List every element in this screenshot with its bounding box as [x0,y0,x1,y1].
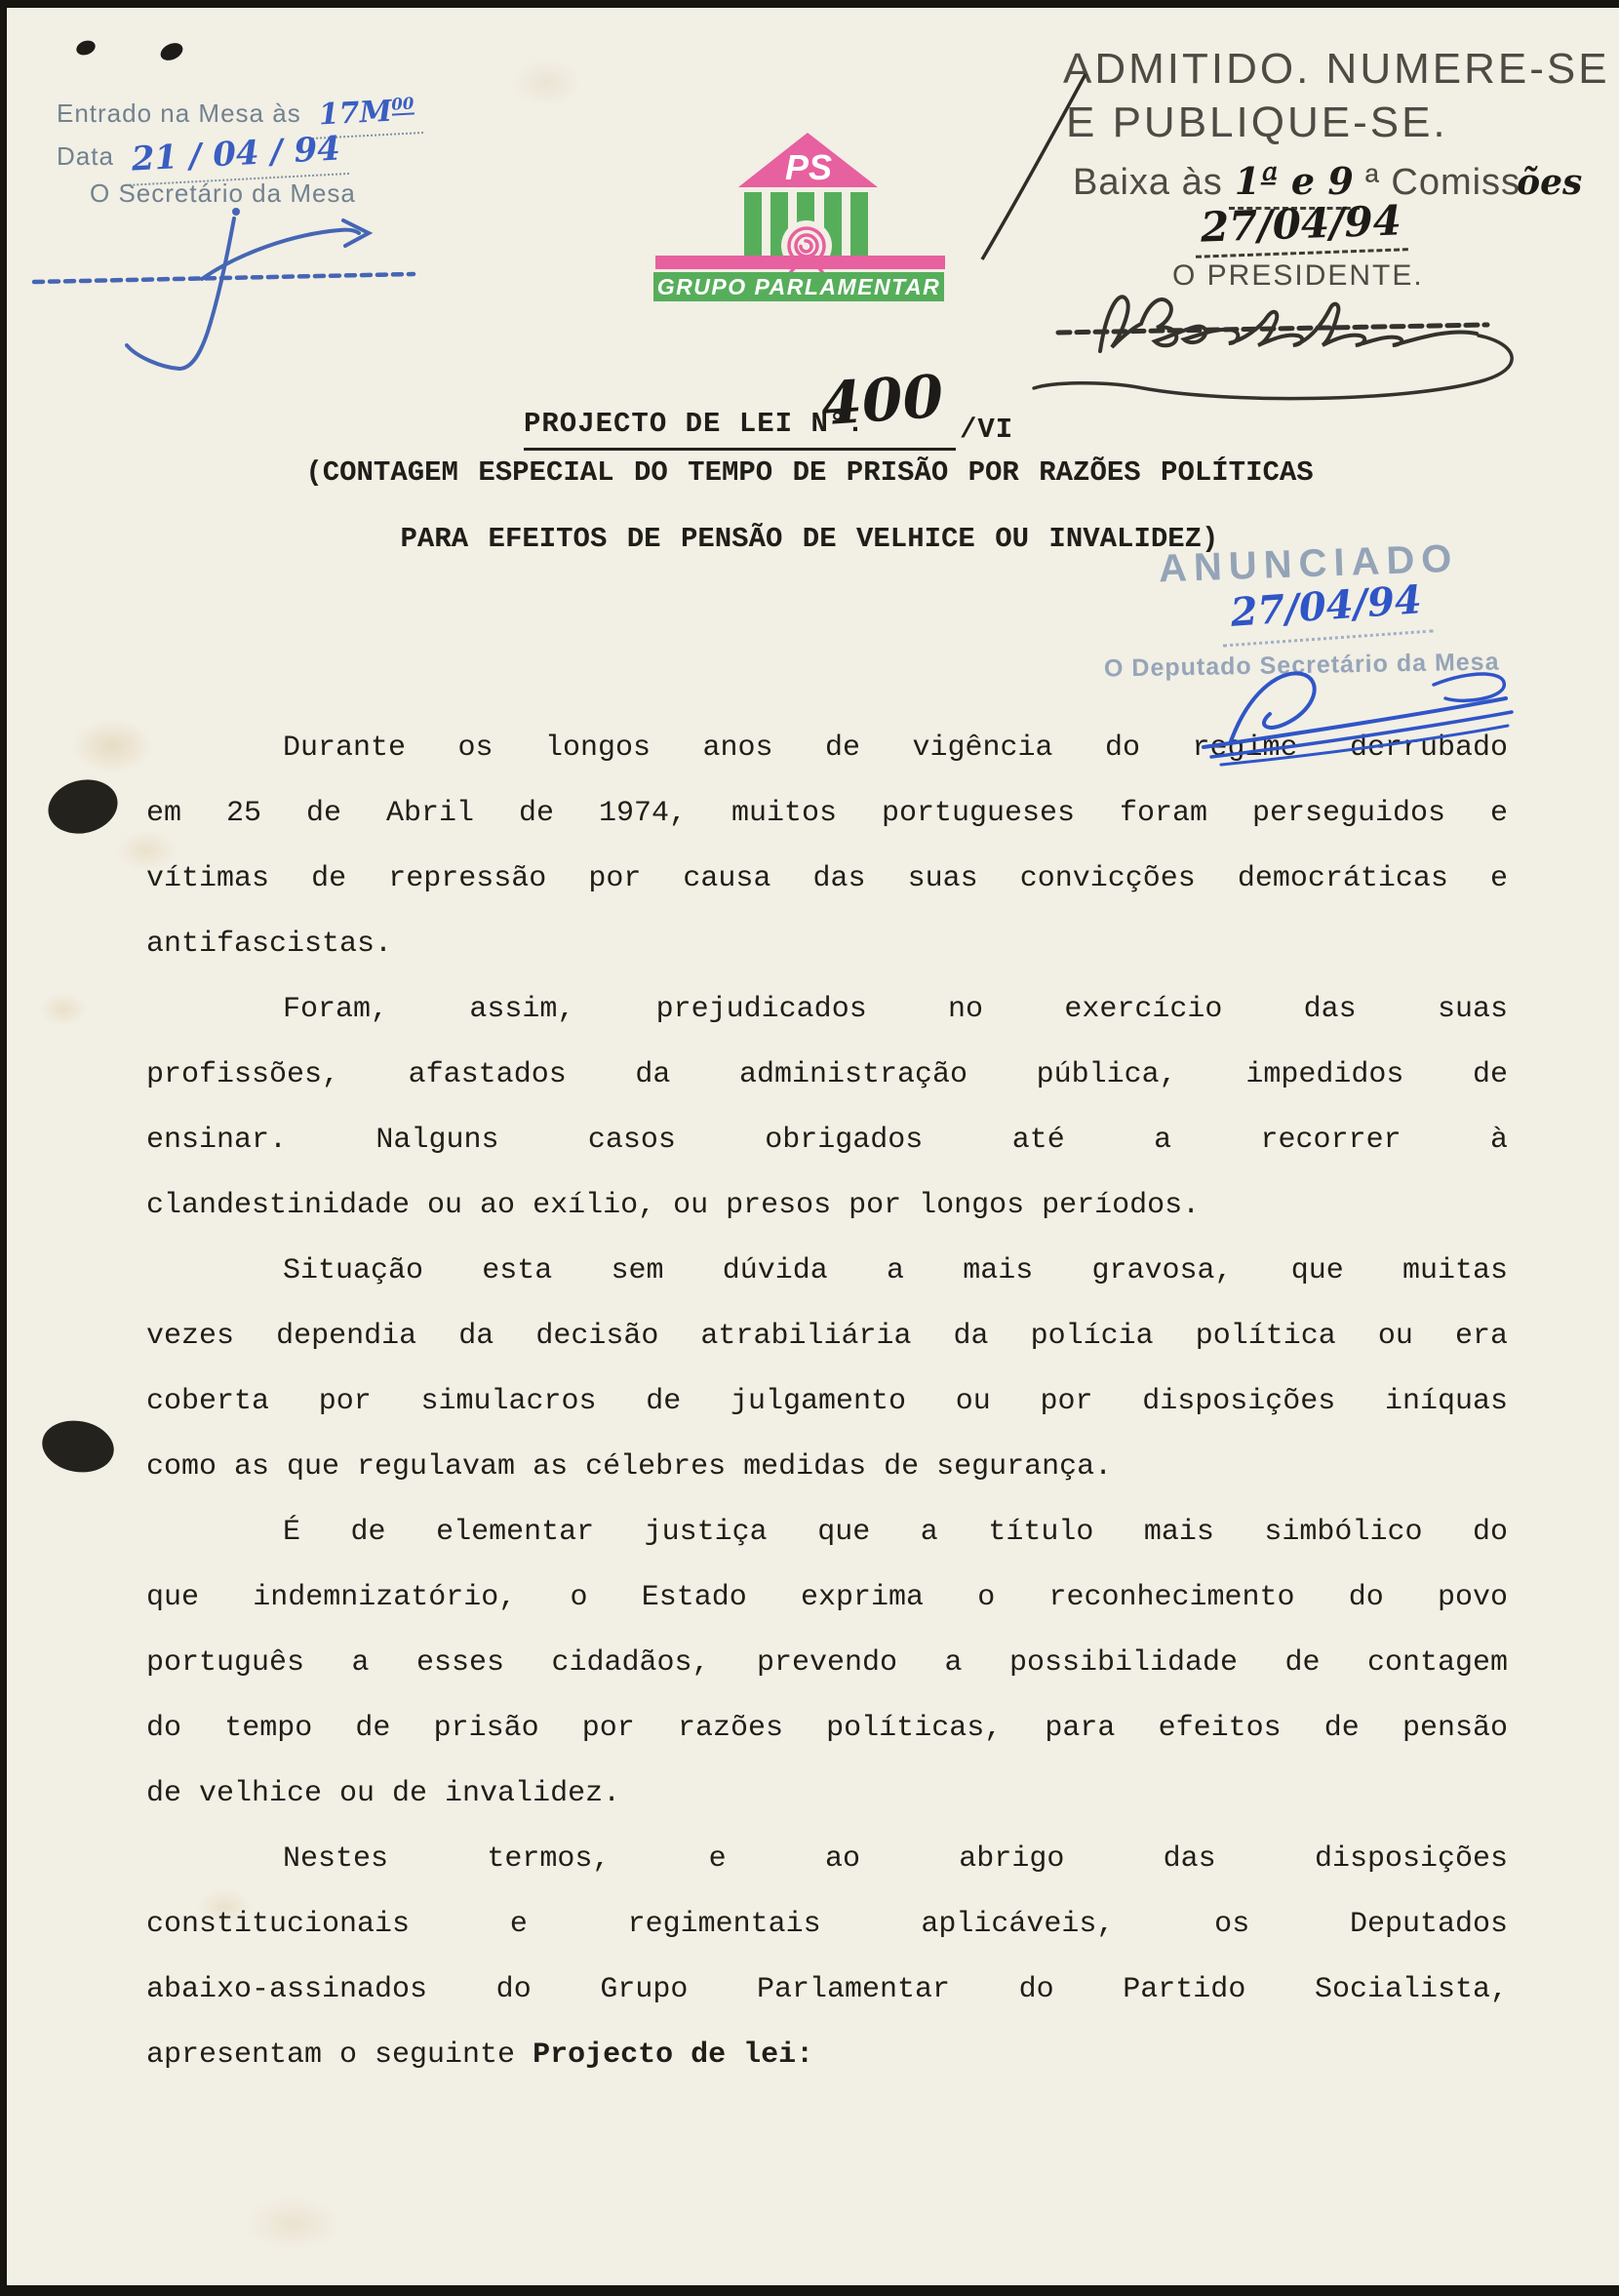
admission-date-handwritten: 27/04/94 [1194,196,1408,258]
entry-date-handwritten: 21 / 04 / 94 [123,129,349,186]
baixa-committees-handwritten: 1ª e 9 [1229,159,1360,210]
entry-date-label: Data [57,141,114,171]
announce-stamp-label: ANUNCIADO [1158,536,1460,591]
subtitle-line2: PARA EFEITOS DE PENSÃO DE VELHICE OU INVALIDEZ) [400,523,1219,555]
title-underline [524,448,956,451]
admission-stamp-line2: E PUBLIQUE-SE. [1066,99,1448,146]
entry-secretary-signature [34,208,414,369]
body-line: do tempo de prisão por razões políticas, para efeitos de pensão [146,1712,1508,1745]
subtitle-line1: (CONTAGEM ESPECIAL DO TEMPO DE PRISÃO POR RAZÕES POLÍTICAS [305,456,1314,489]
ink-speck [74,38,98,58]
announce-date-handwritten: 27/04/94 [1219,576,1434,648]
entry-stamp-label: Entrado na Mesa às [57,99,301,128]
body-line: Nestes termos, e ao abrigo das disposições [283,1842,1508,1876]
body-line: vítimas de repressão por causa das suas convicções democráticas e [146,862,1508,895]
body-line: português a esses cidadãos, prevendo a possibilidade de contagem [146,1646,1508,1680]
body-line: Durante os longos anos de vigência do regime derrubado [283,732,1508,765]
scan-edge-bottom [0,2285,1619,2296]
ink-speck [158,40,186,64]
law-number-handwritten: 400 [818,362,946,440]
body-line: ensinar. Nalguns casos obrigados até a recorrer à [146,1124,1508,1157]
entry-stamp-line1 [57,96,422,137]
logo-banner-label: GRUPO PARLAMENTAR [656,274,941,299]
body-line: É de elementar justiça que a título mais simbólico do [283,1516,1508,1549]
body-line: de velhice ou de invalidez. [146,1777,621,1810]
body-line: em 25 de Abril de 1974, muitos portugueses foram perseguidos e [146,797,1508,830]
body-line: Foram, assim, prejudicados no exercício das suas [283,993,1508,1026]
closing-lead: apresentam o seguinte [146,2039,533,2072]
entry-time-handwritten: $17M^{00}$ [310,93,423,139]
baixa-suffix: ª Comiss [1364,162,1521,203]
law-title: PROJECTO DE LEI N°. [524,408,865,440]
logo-pink-bar [655,256,945,269]
body-line: que indemnizatório, o Estado exprima o reconhecimento do povo [146,1581,1508,1614]
baixa-label: Baixa às [1073,162,1223,203]
admission-stamp-line1: ADMITIDO. NUMERE-SE [1063,45,1610,93]
punch-hole-bottom [38,1415,118,1478]
body-line: como as que regulavam as célebres medidas de segurança. [146,1450,1113,1484]
body-text [146,716,1508,2088]
body-line: profissões, afastados da administração pública, impedidos de [146,1058,1508,1091]
scan-edge-left [0,0,7,2296]
entry-stamp-line2 [57,129,348,180]
logo-acronym: PS [784,147,833,187]
punch-hole-top [43,772,124,841]
baixa-plural-handwritten: ões [1517,162,1583,203]
body-line: vezes dependia da decisão atrabiliária da polícia política ou era [146,1320,1508,1353]
body-line: constitucionais e regimentais aplicáveis, os Deputados [146,1908,1508,1941]
body-closing-line [146,2023,1508,2088]
body-line: Situação esta sem dúvida a mais gravosa, que muitas [283,1254,1508,1287]
body-line: antifascistas. [146,928,393,961]
body-line: coberta por simulacros de julgamento ou por disposições iníquas [146,1385,1508,1418]
scan-edge-top [0,0,1619,8]
body-line: abaixo-assinados do Grupo Parlamentar do Partido Socialista, [146,1973,1508,2006]
ps-party-logo [624,125,975,310]
body-line: clandestinidade ou ao exílio, ou presos por longos períodos. [146,1189,1201,1222]
entry-stamp-secretary-label: O Secretário da Mesa [90,178,356,208]
closing-bold: Projecto de lei: [533,2039,814,2072]
president-signature [1034,297,1512,398]
announce-secretary-label: O Deputado Secretário da Mesa [1103,648,1500,683]
law-number-suffix: /VI [960,414,1014,446]
president-label: O PRESIDENTE. [1172,259,1424,292]
